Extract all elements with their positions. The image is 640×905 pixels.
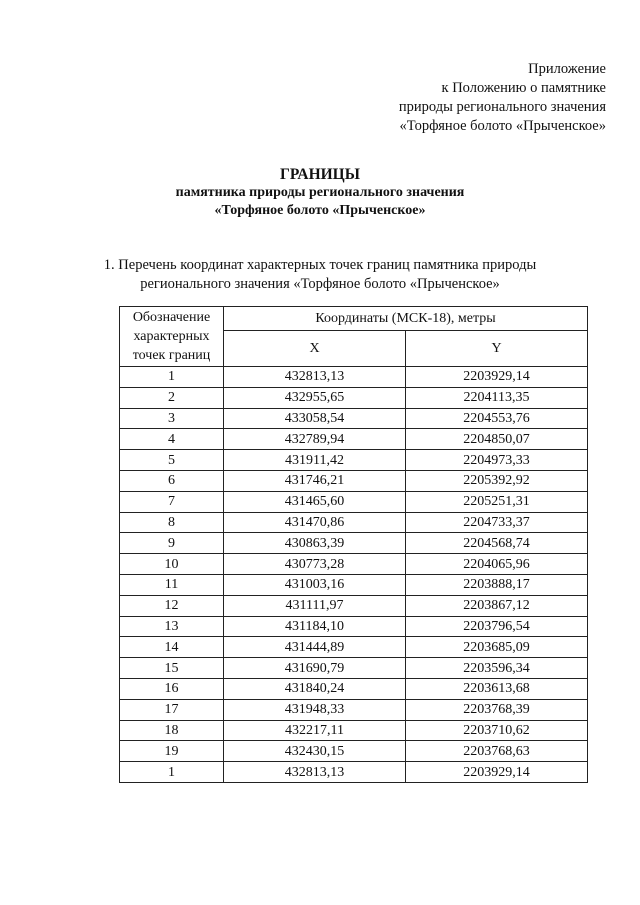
y-coordinate-cell: 2205251,31 <box>406 491 588 512</box>
point-number-cell: 8 <box>120 512 224 533</box>
x-coordinate-cell: 431470,86 <box>224 512 406 533</box>
x-coordinate-cell: 430773,28 <box>224 554 406 575</box>
point-number-cell: 18 <box>120 720 224 741</box>
point-number-cell: 4 <box>120 429 224 450</box>
point-number-cell: 1 <box>120 367 224 388</box>
point-number-cell: 7 <box>120 491 224 512</box>
x-coordinate-cell: 431911,42 <box>224 450 406 471</box>
table-row <box>120 408 588 429</box>
x-coordinate-cell: 432789,94 <box>224 429 406 450</box>
y-coordinate-cell: 2205392,92 <box>406 470 588 491</box>
annex-block <box>346 60 606 136</box>
table-row <box>120 658 588 679</box>
y-coordinate-cell: 2204113,35 <box>406 387 588 408</box>
x-coordinate-cell: 432813,13 <box>224 367 406 388</box>
y-coordinate-cell: 2203596,34 <box>406 658 588 679</box>
coordinates-table <box>119 306 588 783</box>
table-row <box>120 512 588 533</box>
point-number-cell: 2 <box>120 387 224 408</box>
document-heading <box>0 166 640 220</box>
point-number-cell: 16 <box>120 678 224 699</box>
y-coordinate-cell: 2204973,33 <box>406 450 588 471</box>
table-caption <box>0 256 640 294</box>
x-coordinate-cell: 432955,65 <box>224 387 406 408</box>
table-row <box>120 429 588 450</box>
annex-line: к Положению о памятнике <box>441 80 606 96</box>
annex-line: «Торфяное болото «Прыченское» <box>399 118 606 134</box>
point-number-cell: 9 <box>120 533 224 554</box>
x-coordinate-cell: 431184,10 <box>224 616 406 637</box>
table-row <box>120 450 588 471</box>
annex-line: природы регионального значения <box>398 99 606 115</box>
table-row <box>120 720 588 741</box>
x-coordinate-cell: 431465,60 <box>224 491 406 512</box>
y-coordinate-cell: 2204553,76 <box>406 408 588 429</box>
point-number-cell: 15 <box>120 658 224 679</box>
x-coordinate-cell: 432430,15 <box>224 741 406 762</box>
x-coordinate-cell: 431746,21 <box>224 470 406 491</box>
annex-line: Приложение <box>528 61 606 77</box>
y-coordinate-cell: 2203710,62 <box>406 720 588 741</box>
point-number-cell: 5 <box>120 450 224 471</box>
y-coordinate-cell: 2203768,63 <box>406 741 588 762</box>
point-number-cell: 11 <box>120 574 224 595</box>
x-coordinate-cell: 431444,89 <box>224 637 406 658</box>
table-body <box>120 367 588 783</box>
x-coordinate-cell: 431948,33 <box>224 699 406 720</box>
y-coordinate-cell: 2204733,37 <box>406 512 588 533</box>
table-caption-line1: 1. Перечень координат характерных точек границ памятника природы <box>103 257 537 273</box>
x-coordinate-cell: 430863,39 <box>224 533 406 554</box>
header-coords-label: Координаты (МСК-18), метры <box>224 307 588 331</box>
y-coordinate-cell: 2203768,39 <box>406 699 588 720</box>
table-row <box>120 699 588 720</box>
table-row <box>120 616 588 637</box>
table-row <box>120 387 588 408</box>
table-row <box>120 554 588 575</box>
y-coordinate-cell: 2204568,74 <box>406 533 588 554</box>
table-caption-line2: регионального значения «Торфяное болото «Прыченское» <box>140 276 500 292</box>
point-number-cell: 6 <box>120 470 224 491</box>
y-coordinate-cell: 2203867,12 <box>406 595 588 616</box>
x-coordinate-cell: 432217,11 <box>224 720 406 741</box>
point-number-cell: 19 <box>120 741 224 762</box>
x-coordinate-cell: 432813,13 <box>224 762 406 783</box>
document-subtitle-line1: памятника природы регионального значения <box>175 185 465 200</box>
table-row <box>120 574 588 595</box>
point-number-cell: 1 <box>120 762 224 783</box>
document-subtitle-line2: «Торфяное болото «Прыченское» <box>214 203 426 218</box>
point-number-cell: 12 <box>120 595 224 616</box>
point-number-cell: 13 <box>120 616 224 637</box>
table-row <box>120 533 588 554</box>
table-row <box>120 637 588 658</box>
y-coordinate-cell: 2203929,14 <box>406 367 588 388</box>
y-coordinate-cell: 2203888,17 <box>406 574 588 595</box>
point-number-cell: 14 <box>120 637 224 658</box>
document-title: ГРАНИЦЫ <box>280 166 360 183</box>
x-coordinate-cell: 431111,97 <box>224 595 406 616</box>
x-coordinate-cell: 431003,16 <box>224 574 406 595</box>
header-point-label: Обозначение характерных точек границ <box>120 307 224 367</box>
header-y: Y <box>406 331 588 367</box>
table-row <box>120 595 588 616</box>
table-row <box>120 367 588 388</box>
y-coordinate-cell: 2203929,14 <box>406 762 588 783</box>
table-row <box>120 741 588 762</box>
y-coordinate-cell: 2204065,96 <box>406 554 588 575</box>
point-number-cell: 3 <box>120 408 224 429</box>
table-row <box>120 470 588 491</box>
x-coordinate-cell: 433058,54 <box>224 408 406 429</box>
y-coordinate-cell: 2204850,07 <box>406 429 588 450</box>
point-number-cell: 17 <box>120 699 224 720</box>
point-number-cell: 10 <box>120 554 224 575</box>
y-coordinate-cell: 2203796,54 <box>406 616 588 637</box>
y-coordinate-cell: 2203613,68 <box>406 678 588 699</box>
x-coordinate-cell: 431690,79 <box>224 658 406 679</box>
table-row <box>120 678 588 699</box>
table-row <box>120 491 588 512</box>
header-x: X <box>224 331 406 367</box>
y-coordinate-cell: 2203685,09 <box>406 637 588 658</box>
x-coordinate-cell: 431840,24 <box>224 678 406 699</box>
table-row <box>120 762 588 783</box>
